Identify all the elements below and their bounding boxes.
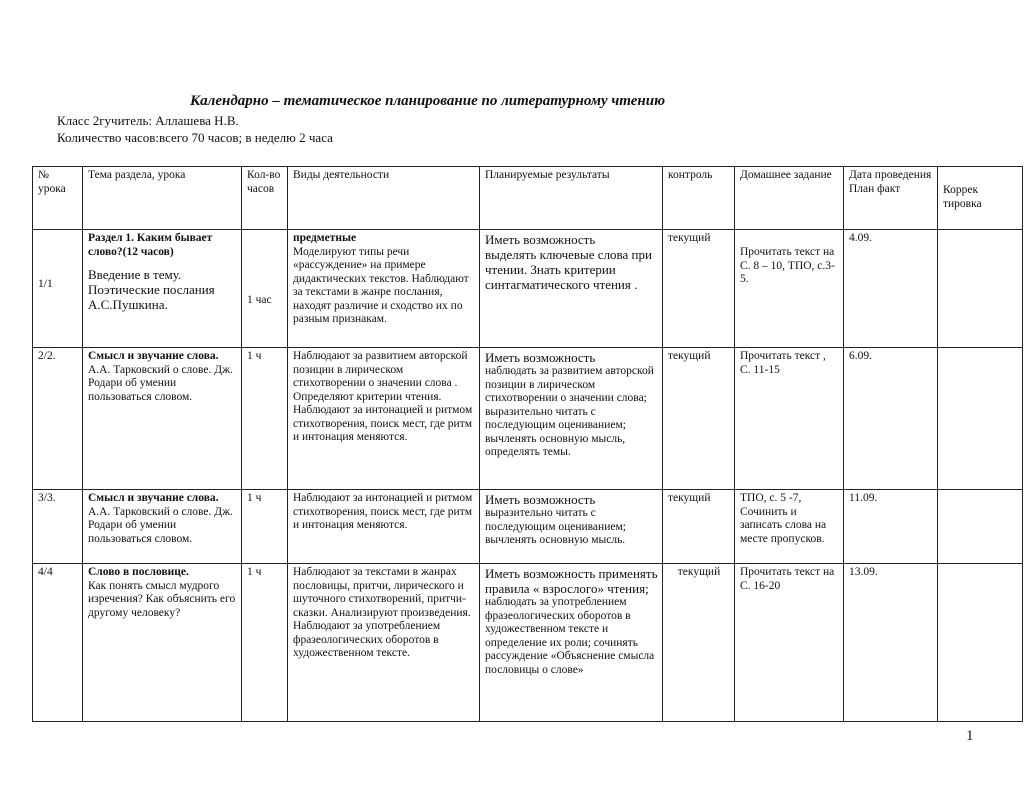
lesson-results (480, 230, 663, 348)
lesson-homework: ТПО, с. 5 -7, Сочинить и записать слова на месте пропусков. (735, 490, 844, 564)
lesson-num: 4/4 (33, 564, 83, 722)
results-text: наблюдать за развитием авторской позиции в лирическом стихотворении о значении слова; выразительно читать с последующим оцениванием; вычленять основную мысль, определять темы. (485, 365, 654, 458)
section-title: Смысл и звучание слова. (88, 492, 219, 504)
lesson-topic (83, 230, 242, 348)
lesson-date: 6.09. (844, 348, 938, 490)
lesson-date: 13.09. (844, 564, 938, 722)
table-row (33, 490, 1023, 564)
results-lead: Иметь возможность (485, 350, 596, 365)
planning-table (32, 166, 1023, 722)
lesson-topic (83, 348, 242, 490)
section-title: Слово в пословице. (88, 566, 189, 578)
lesson-activities: Наблюдают за интонацией и ритмом стихотворения, поиск мест, где ритм и интонация меняются. (288, 490, 480, 564)
header-correction: Коррек тировка (938, 167, 1023, 230)
lesson-num: 3/3. (33, 490, 83, 564)
lesson-hours: 1 ч (242, 490, 288, 564)
topic-text: А.А. Тарковский о слове. Дж. Родари об умении пользоваться словом. (88, 363, 233, 403)
topic-text: Как понять смысл мудрого изречения? Как объяснить его другому человеку? (88, 579, 236, 619)
lesson-homework: Прочитать текст на С. 16-20 (735, 564, 844, 722)
lesson-hours (242, 230, 288, 348)
results-lead: Иметь возможность (485, 232, 596, 247)
hours-line: Количество часов:всего 70 часов; в неделю 2 часа (57, 130, 333, 145)
header-topic: Тема раздела, урока (83, 167, 242, 230)
lesson-correction (938, 490, 1023, 564)
topic-text: А.А. Тарковский о слове. Дж. Родари об умении пользоваться словом. (88, 505, 233, 545)
lesson-correction (938, 564, 1023, 722)
lesson-homework (735, 230, 844, 348)
header-results: Планируемые результаты (480, 167, 663, 230)
activities-text: Моделируют типы речи «рассуждение» на примере дидактических текстов. Наблюдают за текстами в жанре послания, находят различие и сходство их по разным признакам. (293, 245, 469, 325)
table-row (33, 348, 1023, 490)
topic-text: Введение в тему. Поэтические послания А.С.Пушкина. (88, 267, 215, 312)
lesson-activities (288, 230, 480, 348)
lesson-num (33, 230, 83, 348)
document-title: Календарно – тематическое планирование по литературному чтению (190, 93, 666, 109)
header-date: Дата проведения План факт (844, 167, 938, 230)
lesson-control: текущий (663, 564, 735, 722)
lesson-topic (83, 490, 242, 564)
lesson-activities: Наблюдают за текстами в жанрах пословицы, притчи, лирического и шуточного стихотворений, притчи-сказки. Анализируют произведения. Наблюдают за употреблением фразеологических оборотов в художественном тексте. (288, 564, 480, 722)
lesson-homework: Прочитать текст , С. 11-15 (735, 348, 844, 490)
hours-text: 1 час (247, 294, 272, 306)
header-homework: Домашнее задание (735, 167, 844, 230)
lesson-hours: 1 ч (242, 348, 288, 490)
table-row (33, 230, 1023, 348)
activities-label: предметные (293, 232, 357, 244)
lesson-control: текущий (663, 348, 735, 490)
lesson-num: 2/2. (33, 348, 83, 490)
lesson-num-text: 1/1 (38, 278, 53, 290)
lesson-results (480, 490, 663, 564)
class-teacher-line: Класс 2гучитель: Аллашева Н.В. (57, 113, 239, 128)
header-num: № урока (33, 167, 83, 230)
results-lead: Иметь возможность (485, 492, 596, 507)
lesson-results (480, 564, 663, 722)
lesson-results (480, 348, 663, 490)
results-text: выразительно читать с последующим оцениванием; вычленять основную мысль. (485, 507, 626, 546)
section-title: Смысл и звучание слова. (88, 350, 219, 362)
lesson-control: текущий (663, 490, 735, 564)
lesson-date: 4.09. (844, 230, 938, 348)
page-number: 1 (966, 728, 974, 744)
lesson-correction (938, 230, 1023, 348)
header-hours: Кол-во часов (242, 167, 288, 230)
lesson-activities: Наблюдают за развитием авторской позиции в лирическом стихотворении о значении слова . Определяют критерии чтения. Наблюдают за интонацией и ритмом стихотворения, поиск мест, где ритм и интонация меняются. (288, 348, 480, 490)
header-control: контроль (663, 167, 735, 230)
homework-text: Прочитать текст на С. 8 – 10, ТПО, с.3-5. (740, 246, 835, 285)
results-text: наблюдать за употреблением фразеологических оборотов в художественном тексте и определение их роли; сочинять рассуждение «Объяснение смысла пословицы о слове» (485, 596, 655, 676)
header-activities: Виды деятельности (288, 167, 480, 230)
results-lead: Иметь возможность применять правила « взрослого» чтения; (485, 566, 658, 596)
results-text: выделять ключевые слова при чтении. Знать критерии синтагматического чтения . (485, 247, 652, 292)
lesson-hours: 1 ч (242, 564, 288, 722)
lesson-topic (83, 564, 242, 722)
table-header-row (33, 167, 1023, 230)
lesson-control: текущий (663, 230, 735, 348)
lesson-correction (938, 348, 1023, 490)
table-row (33, 564, 1023, 722)
lesson-date: 11.09. (844, 490, 938, 564)
section-title: Раздел 1. Каким бывает слово?(12 часов) (88, 232, 213, 258)
